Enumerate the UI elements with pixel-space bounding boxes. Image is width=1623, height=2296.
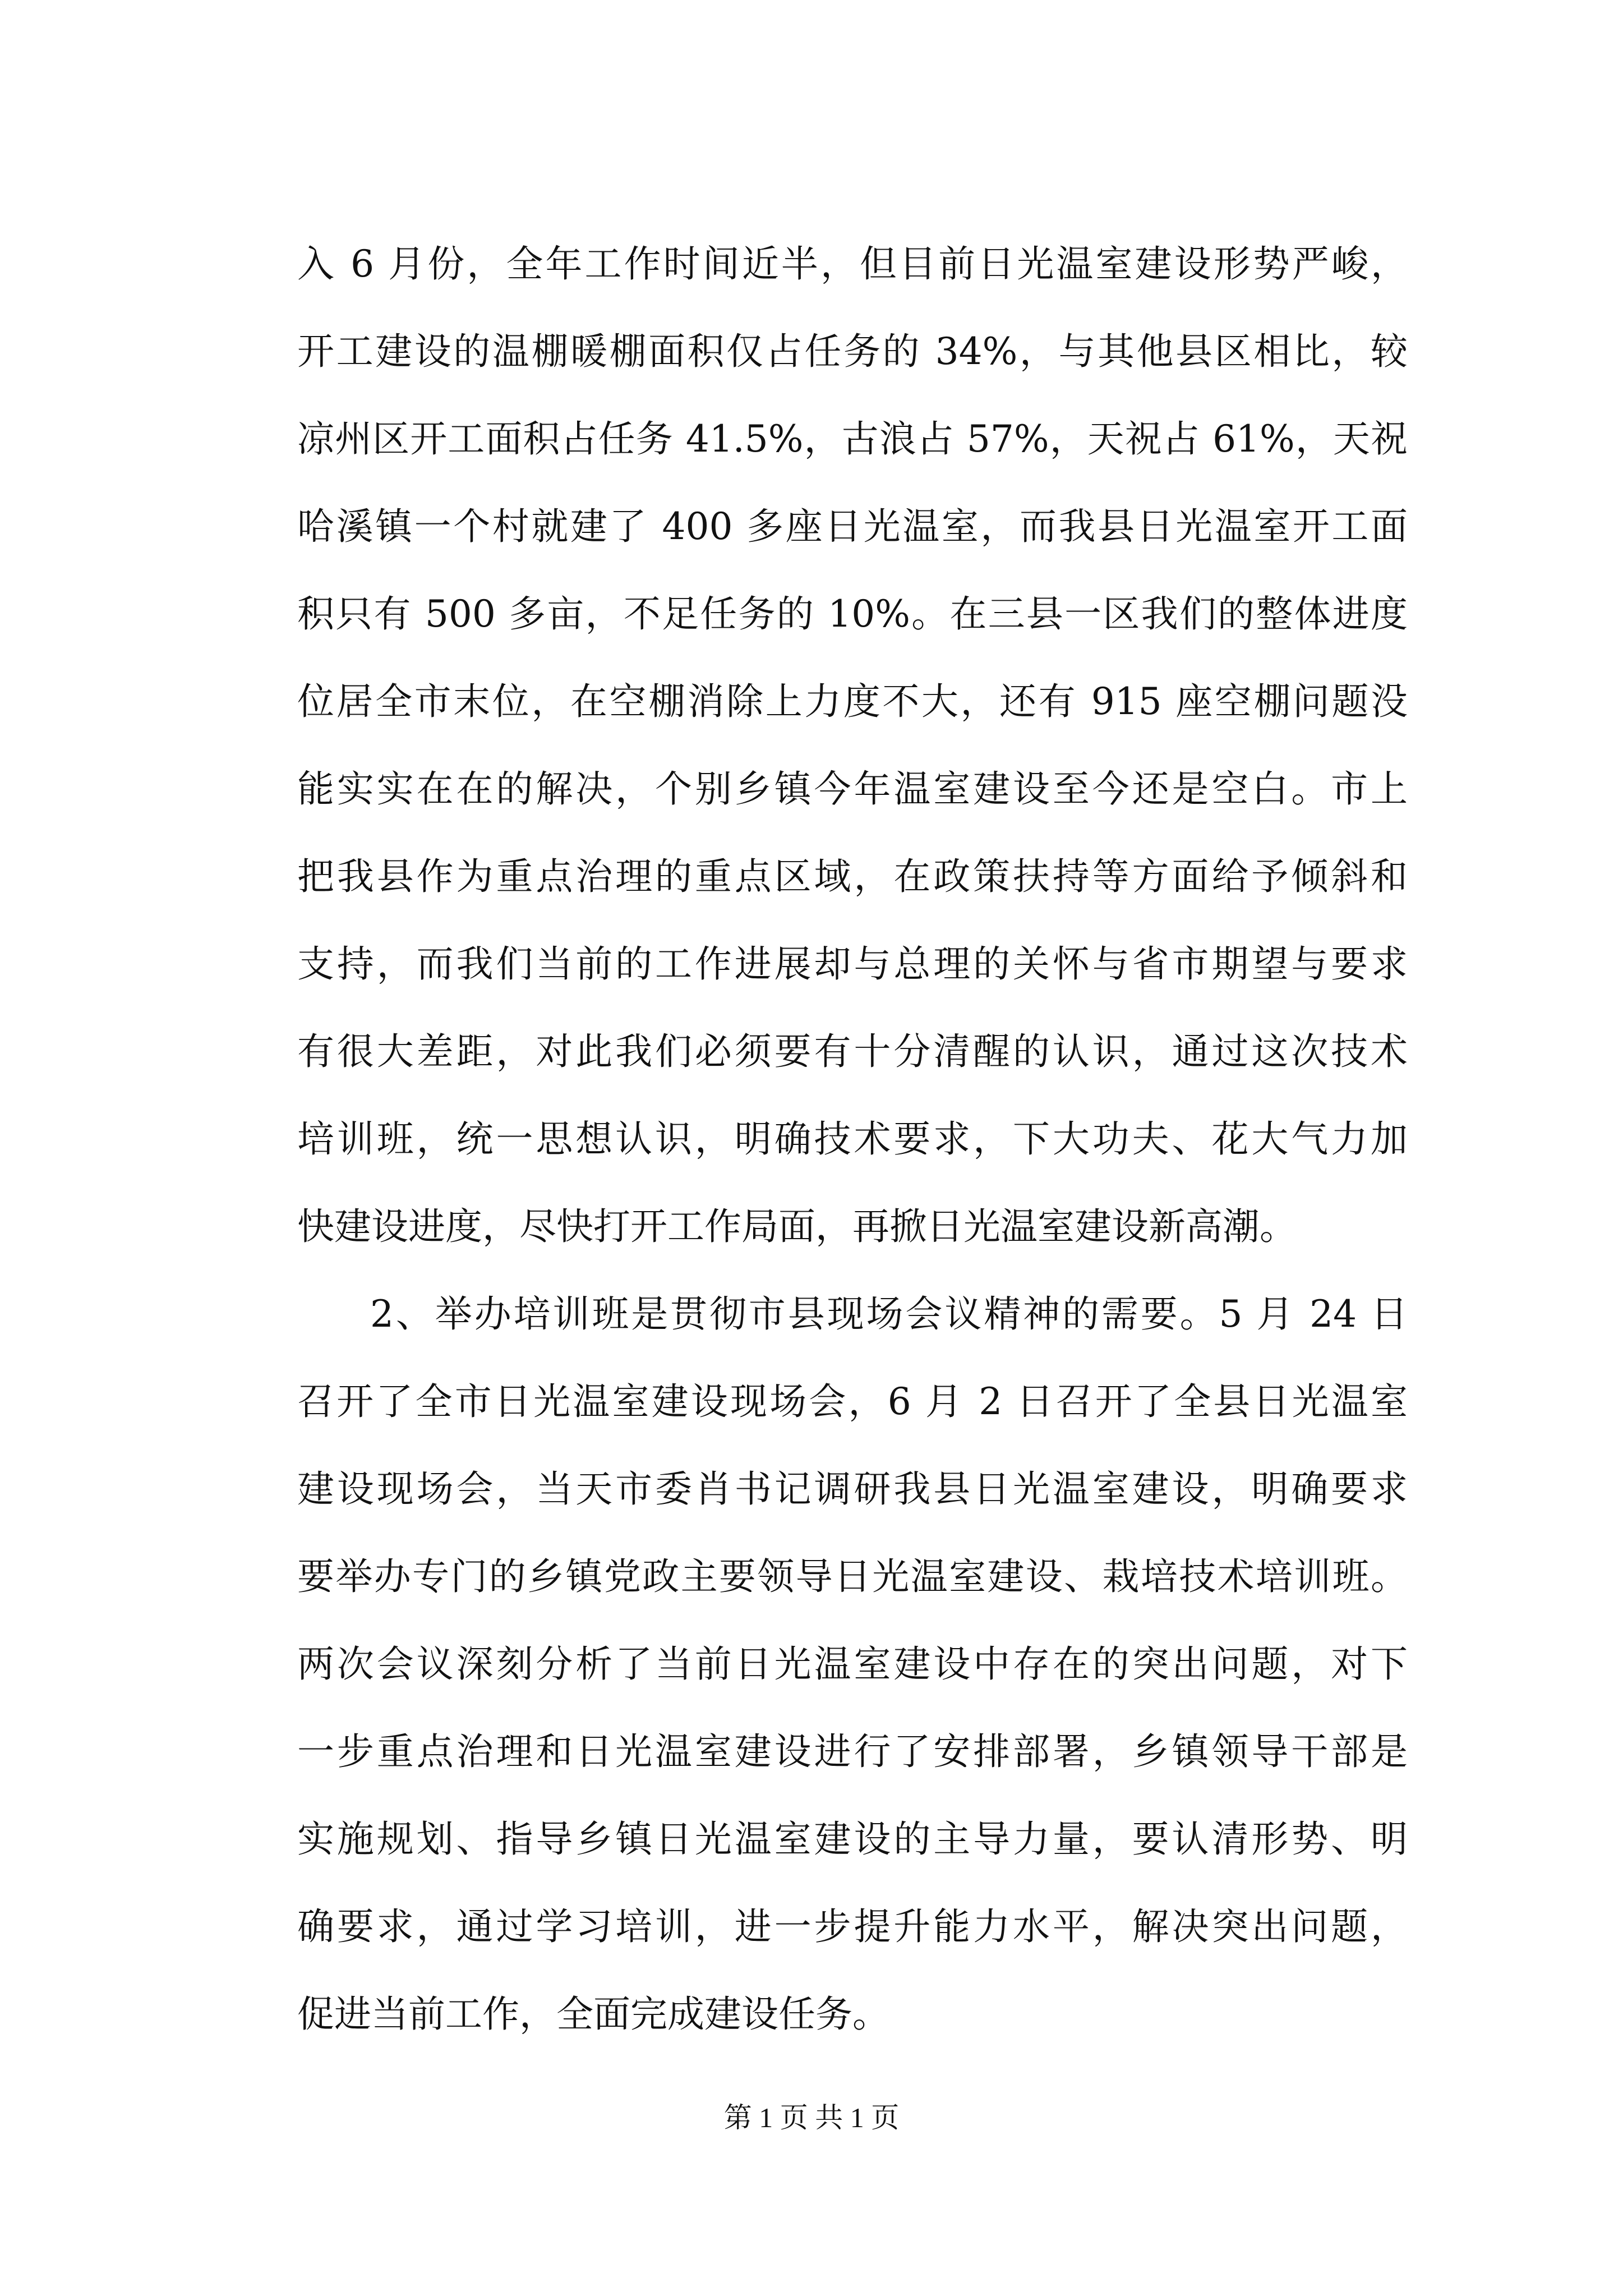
body-text-line: 把我县作为重点治理的重点区域，在政策扶持等方面给予倾斜和 xyxy=(297,855,1408,898)
body-text-line: 开工建设的温棚暖棚面积仅占任务的 34%，与其他县区相比，较 xyxy=(297,330,1408,373)
body-text-line: 有很大差距，对此我们必须要有十分清醒的认识，通过这次技术 xyxy=(297,1030,1408,1073)
body-text-line: 能实实在在的解决，个别乡镇今年温室建设至今还是空白。市上 xyxy=(297,767,1408,811)
body-text-line: 培训班，统一思想认识，明确技术要求，下大功夫、花大气力加 xyxy=(297,1117,1408,1161)
body-text-line: 两次会议深刻分析了当前日光温室建设中存在的突出问题，对下 xyxy=(297,1642,1408,1686)
body-text-line: 建设现场会，当天市委肖书记调研我县日光温室建设，明确要求 xyxy=(297,1467,1408,1511)
body-text-line: 凉州区开工面积占任务 41.5%，古浪占 57%，天祝占 61%，天祝 xyxy=(297,417,1408,461)
body-text-line: 积只有 500 多亩，不足任务的 10%。在三县一区我们的整体进度 xyxy=(297,592,1408,636)
body-text-line: 召开了全市日光温室建设现场会，6 月 2 日召开了全县日光温室 xyxy=(297,1380,1408,1423)
body-text-line: 位居全市末位，在空棚消除上力度不大，还有 915 座空棚问题没 xyxy=(297,680,1408,723)
body-text-line: 要举办专门的乡镇党政主要领导日光温室建设、栽培技术培训班。 xyxy=(297,1555,1408,1598)
body-text-line: 确要求，通过学习培训，进一步提升能力水平，解决突出问题， xyxy=(297,1905,1408,1948)
body-text-line: 促进当前工作，全面完成建设任务。 xyxy=(297,1993,889,2036)
paragraph-first-line: 2、举办培训班是贯彻市县现场会议精神的需要。5 月 24 日 xyxy=(370,1292,1408,1336)
body-text-line: 实施规划、指导乡镇日光温室建设的主导力量，要认清形势、明 xyxy=(297,1818,1408,1861)
body-text-line: 哈溪镇一个村就建了 400 多座日光温室，而我县日光温室开工面 xyxy=(297,505,1408,548)
body-text-line: 入 6 月份，全年工作时间近半，但目前日光温室建设形势严峻， xyxy=(297,242,1408,286)
body-text-line: 支持，而我们当前的工作进展却与总理的关怀与省市期望与要求 xyxy=(297,942,1408,986)
body-text-line: 一步重点治理和日光温室建设进行了安排部署，乡镇领导干部是 xyxy=(297,1730,1408,1773)
body-text-line: 快建设进度，尽快打开工作局面，再掀日光温室建设新高潮。 xyxy=(297,1205,1297,1248)
page-number-footer: 第 1 页 共 1 页 xyxy=(723,2102,900,2133)
